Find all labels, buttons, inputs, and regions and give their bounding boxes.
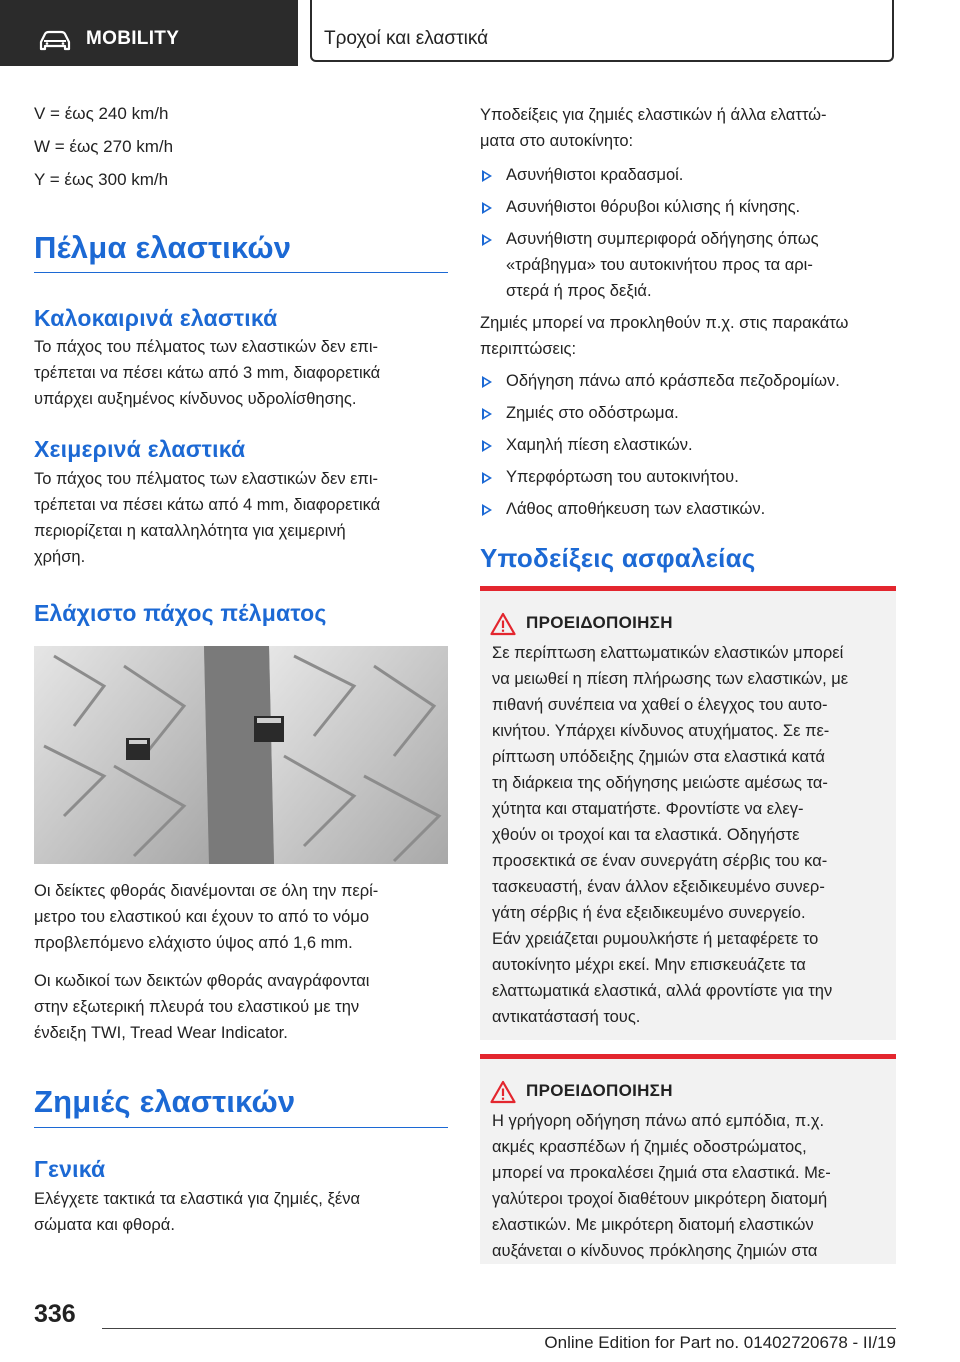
- bullet-triangle-icon: [482, 504, 492, 516]
- winter-text: Το πάχος του πέλματος των ελαστικών δεν επι‐ τρέπεται να πέσει κάτω από 4 mm, διαφορετικά περιορίζεται η καταλληλότητα για χειμερινή χρήση.: [34, 470, 381, 566]
- speed-rating-y: Y = έως 300 km/h: [34, 170, 169, 189]
- edition-info: Online Edition for Part no. 01402720678 - II/19: [544, 1333, 896, 1352]
- chapter-title: Τροχοί και ελαστικά: [324, 28, 489, 49]
- heading-winter-tires: Χειμερινά ελαστικά: [34, 436, 246, 462]
- heading-safety-notes: Υποδείξεις ασφαλείας: [480, 543, 756, 573]
- page-header: [0, 0, 960, 66]
- damage-causes-text: Ζημιές μπορεί να προκληθούν π.χ. στις παρακάτω περιπτώσεις:: [480, 314, 849, 358]
- damage-intro-text: Υποδείξεις για ζημιές ελαστικών ή άλλα ελαττώ‐ ματα στο αυτοκίνητο:: [480, 106, 827, 150]
- bullet-triangle-icon: [482, 376, 492, 388]
- heading-tread: Πέλμα ελαστικών: [34, 230, 292, 265]
- bullet-triangle-icon: [482, 234, 492, 246]
- speed-rating-w: W = έως 270 km/h: [34, 137, 174, 156]
- bullet-triangle-icon: [482, 408, 492, 420]
- warning-text: Η γρήγορη οδήγηση πάνω από εμπόδια, π.χ. ακμές κρασπέδων ή ζημιές οδοστρώματος, μπορεί να προκαλέσει ζημιά στα ελαστικά. Με‐ γαλύτεροι τροχοί διαθέτουν μικρότερη διατομή ελαστικών. Με μικρότερη διατομή ελαστικών αυξάνεται ο κίνδυνος πρόκλησης ζημιών στα: [492, 1112, 831, 1260]
- bullet-triangle-icon: [482, 170, 492, 182]
- footer-rule: [102, 1328, 896, 1329]
- heading-min-tread: Ελάχιστο πάχος πέλματος: [34, 600, 327, 626]
- section-tab-label: MOBILITY: [86, 28, 180, 49]
- general-text: Ελέγχετε τακτικά τα ελαστικά για ζημιές, ξένα σώματα και φθορά.: [34, 1190, 360, 1234]
- car-icon: [38, 30, 72, 52]
- warning-text: Σε περίπτωση ελαττωματικών ελαστικών μπορεί να μειωθεί η πίεση πλήρωσης των ελαστικών, με πιθανή συνέπεια να χαθεί ο έλεγχος του αυτο‐ κινήτου. Υπάρχει κίνδυνος ατυχήματος. Σε πε‐ ρίπτωση υπόδειξης ζημιών στα ελαστικά κατά τη διάρκεια της οδήγησης μειώστε αμέσως τα‐ χύτητα και σταματήστε. Φροντίστε να ελεγ‐ χθούν οι τροχοί και τα ελαστικά. Οδηγήστε προσεκτικά σε έναν συνεργάτη σέρβις του κα‐ τασκευαστή, έναν άλλον εξειδικευμένο συνερ‐ γάτη σέρβις ή ένα εξειδικευμένο συνεργείο. Εάν χρειάζεται ρυμουλκήστε ή μεταφέρετε το αυτοκίνητο μέχρι εκεί. Μην επισκευάζετε τα ελαττωματικά ελαστικά, αλλά φροντίστε για την αντικατάστασή τους.: [492, 644, 849, 1026]
- bullet-triangle-icon: [482, 202, 492, 214]
- warning-title: ΠΡΟΕΙΔΟΠΟΙΗΣΗ: [526, 613, 673, 632]
- summer-text: Το πάχος του πέλματος των ελαστικών δεν επι‐ τρέπεται να πέσει κάτω από 3 mm, διαφορετικά υπάρχει αυξημένος κίνδυνος υδρολίσθησης.: [34, 338, 381, 408]
- chapter-header: [310, 0, 894, 62]
- warning-box: [480, 1054, 896, 1264]
- warning-title: ΠΡΟΕΙΔΟΠΟΙΗΣΗ: [526, 1081, 673, 1100]
- indicator-text: Οι δείκτες φθοράς διανέμονται σε όλη την περί‐ μετρο του ελαστικού και έχουν το από το νόμο προβλεπόμενο ελάχιστο ύψος από 1,6 mm.: [34, 882, 379, 952]
- warning-bar: [480, 586, 896, 591]
- page-number: 336: [34, 1300, 76, 1328]
- bullet-triangle-icon: [482, 440, 492, 452]
- warning-bar: [480, 1054, 896, 1059]
- warning-box: [480, 586, 896, 1040]
- warning-triangle-icon: [490, 612, 516, 636]
- warning-triangle-icon: [490, 1080, 516, 1104]
- twi-text: Οι κωδικοί των δεικτών φθοράς αναγράφονται στην εξωτερική πλευρά του ελαστικού με την ένδειξη TWI, Tread Wear Indicator.: [34, 972, 370, 1042]
- heading-summer-tires: Καλοκαιρινά ελαστικά: [34, 305, 278, 331]
- tread-wear-indicator-image: [34, 646, 448, 864]
- mobility-tab: [0, 0, 298, 66]
- heading-rule: [34, 272, 448, 273]
- bullet-triangle-icon: [482, 472, 492, 484]
- speed-rating-v: V = έως 240 km/h: [34, 104, 169, 123]
- heading-rule: [34, 1127, 448, 1128]
- heading-tire-damage: Ζημιές ελαστικών: [34, 1084, 296, 1119]
- heading-general: Γενικά: [34, 1156, 106, 1182]
